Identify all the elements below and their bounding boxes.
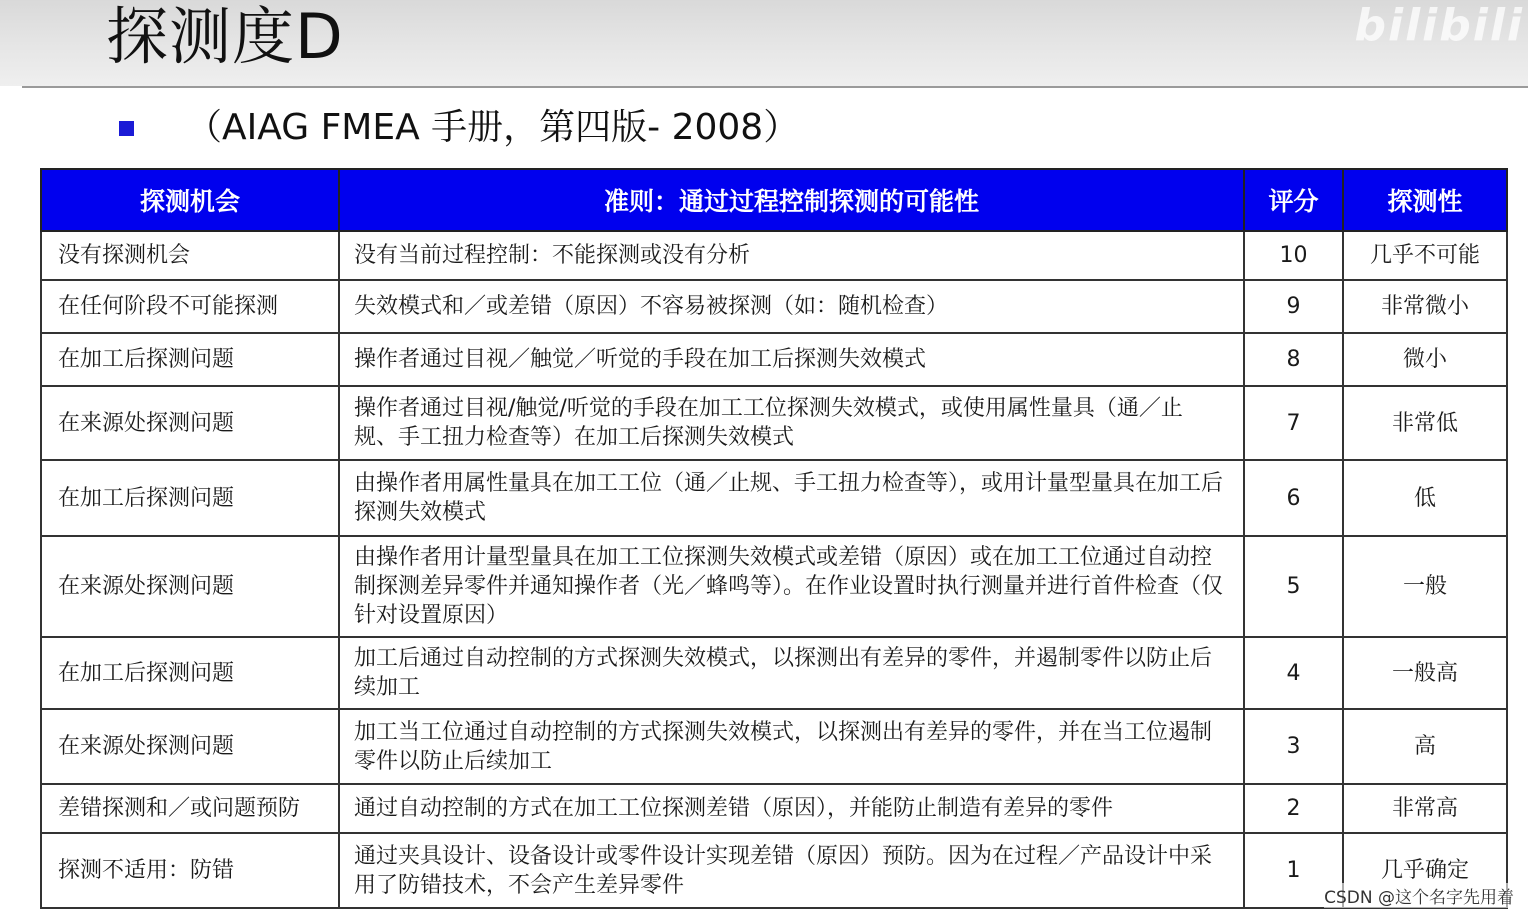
cell-criteria: 没有当前过程控制：不能探测或没有分析 bbox=[339, 231, 1244, 280]
cell-detectability: 微小 bbox=[1343, 333, 1507, 386]
cell-criteria: 加工当工位通过自动控制的方式探测失效模式，以探测出有差异的零件，并在当工位遏制零件以防止后续加工 bbox=[339, 709, 1244, 784]
cell-detectability: 非常低 bbox=[1343, 386, 1507, 460]
cell-opportunity: 差错探测和／或问题预防 bbox=[41, 784, 339, 833]
cell-criteria: 操作者通过目视／触觉／听觉的手段在加工后探测失效模式 bbox=[339, 333, 1244, 386]
cell-opportunity: 在任何阶段不可能探测 bbox=[41, 280, 339, 333]
cell-criteria: 失效模式和／或差错（原因）不容易被探测（如：随机检查） bbox=[339, 280, 1244, 333]
cell-detectability: 非常高 bbox=[1343, 784, 1507, 833]
header-detectability: 探测性 bbox=[1343, 169, 1507, 231]
cell-criteria: 操作者通过目视/触觉/听觉的手段在加工工位探测失效模式，或使用属性量具（通／止规、手工扭力检查等）在加工后探测失效模式 bbox=[339, 386, 1244, 460]
cell-score: 2 bbox=[1244, 784, 1343, 833]
table-row bbox=[41, 231, 1507, 280]
cell-criteria: 加工后通过自动控制的方式探测失效模式，以探测出有差异的零件，并遏制零件以防止后续加工 bbox=[339, 637, 1244, 709]
cell-score: 4 bbox=[1244, 637, 1343, 709]
header-criteria: 准则：通过过程控制探测的可能性 bbox=[339, 169, 1244, 231]
cell-criteria: 通过自动控制的方式在加工工位探测差错（原因），并能防止制造有差异的零件 bbox=[339, 784, 1244, 833]
cell-opportunity: 在来源处探测问题 bbox=[41, 386, 339, 460]
cell-opportunity: 在加工后探测问题 bbox=[41, 333, 339, 386]
cell-detectability: 低 bbox=[1343, 460, 1507, 536]
cell-detectability: 高 bbox=[1343, 709, 1507, 784]
cell-detectability: 一般 bbox=[1343, 536, 1507, 637]
cell-score: 1 bbox=[1244, 833, 1343, 908]
cell-score: 7 bbox=[1244, 386, 1343, 460]
cell-opportunity: 在加工后探测问题 bbox=[41, 637, 339, 709]
cell-score: 8 bbox=[1244, 333, 1343, 386]
cell-opportunity: 在来源处探测问题 bbox=[41, 536, 339, 637]
cell-criteria: 由操作者用属性量具在加工工位（通／止规、手工扭力检查等），或用计量型量具在加工后探测失效模式 bbox=[339, 460, 1244, 536]
table-row bbox=[41, 460, 1507, 536]
table-row bbox=[41, 536, 1507, 637]
detection-rating-table bbox=[40, 168, 1508, 909]
cell-score: 9 bbox=[1244, 280, 1343, 333]
cell-detectability: 几乎不可能 bbox=[1343, 231, 1507, 280]
cell-opportunity: 没有探测机会 bbox=[41, 231, 339, 280]
header-score: 评分 bbox=[1244, 169, 1343, 231]
square-bullet-icon bbox=[119, 121, 134, 136]
cell-opportunity: 在加工后探测问题 bbox=[41, 460, 339, 536]
table-row bbox=[41, 833, 1507, 908]
table-header-row bbox=[41, 169, 1507, 231]
cell-detectability: 几乎确定 bbox=[1343, 833, 1507, 908]
cell-detectability: 非常微小 bbox=[1343, 280, 1507, 333]
table-row bbox=[41, 333, 1507, 386]
cell-criteria: 由操作者用计量型量具在加工工位探测失效模式或差错（原因）或在加工工位通过自动控制探测差异零件并通知操作者（光／蜂鸣等）。在作业设置时执行测量并进行首件检查（仅针对设置原因） bbox=[339, 536, 1244, 637]
table-row bbox=[41, 709, 1507, 784]
table-row bbox=[41, 637, 1507, 709]
slide-subtitle: （AIAG FMEA 手册，第四版- 2008） bbox=[186, 107, 800, 148]
csdn-watermark: CSDN @这个名字先用着 bbox=[1324, 883, 1514, 908]
cell-score: 10 bbox=[1244, 231, 1343, 280]
cell-score: 5 bbox=[1244, 536, 1343, 637]
table-row bbox=[41, 784, 1507, 833]
cell-opportunity: 探测不适用：防错 bbox=[41, 833, 339, 908]
table-row bbox=[41, 386, 1507, 460]
slide-title: 探测度D bbox=[106, 0, 344, 73]
cell-score: 3 bbox=[1244, 709, 1343, 784]
title-divider bbox=[22, 86, 1528, 88]
cell-opportunity: 在来源处探测问题 bbox=[41, 709, 339, 784]
cell-detectability: 一般高 bbox=[1343, 637, 1507, 709]
header-opportunity: 探测机会 bbox=[41, 169, 339, 231]
cell-criteria: 通过夹具设计、设备设计或零件设计实现差错（原因）预防。因为在过程／产品设计中采用了防错技术，不会产生差异零件 bbox=[339, 833, 1244, 908]
bilibili-watermark: bilibili bbox=[1354, 0, 1524, 51]
table-row bbox=[41, 280, 1507, 333]
cell-score: 6 bbox=[1244, 460, 1343, 536]
